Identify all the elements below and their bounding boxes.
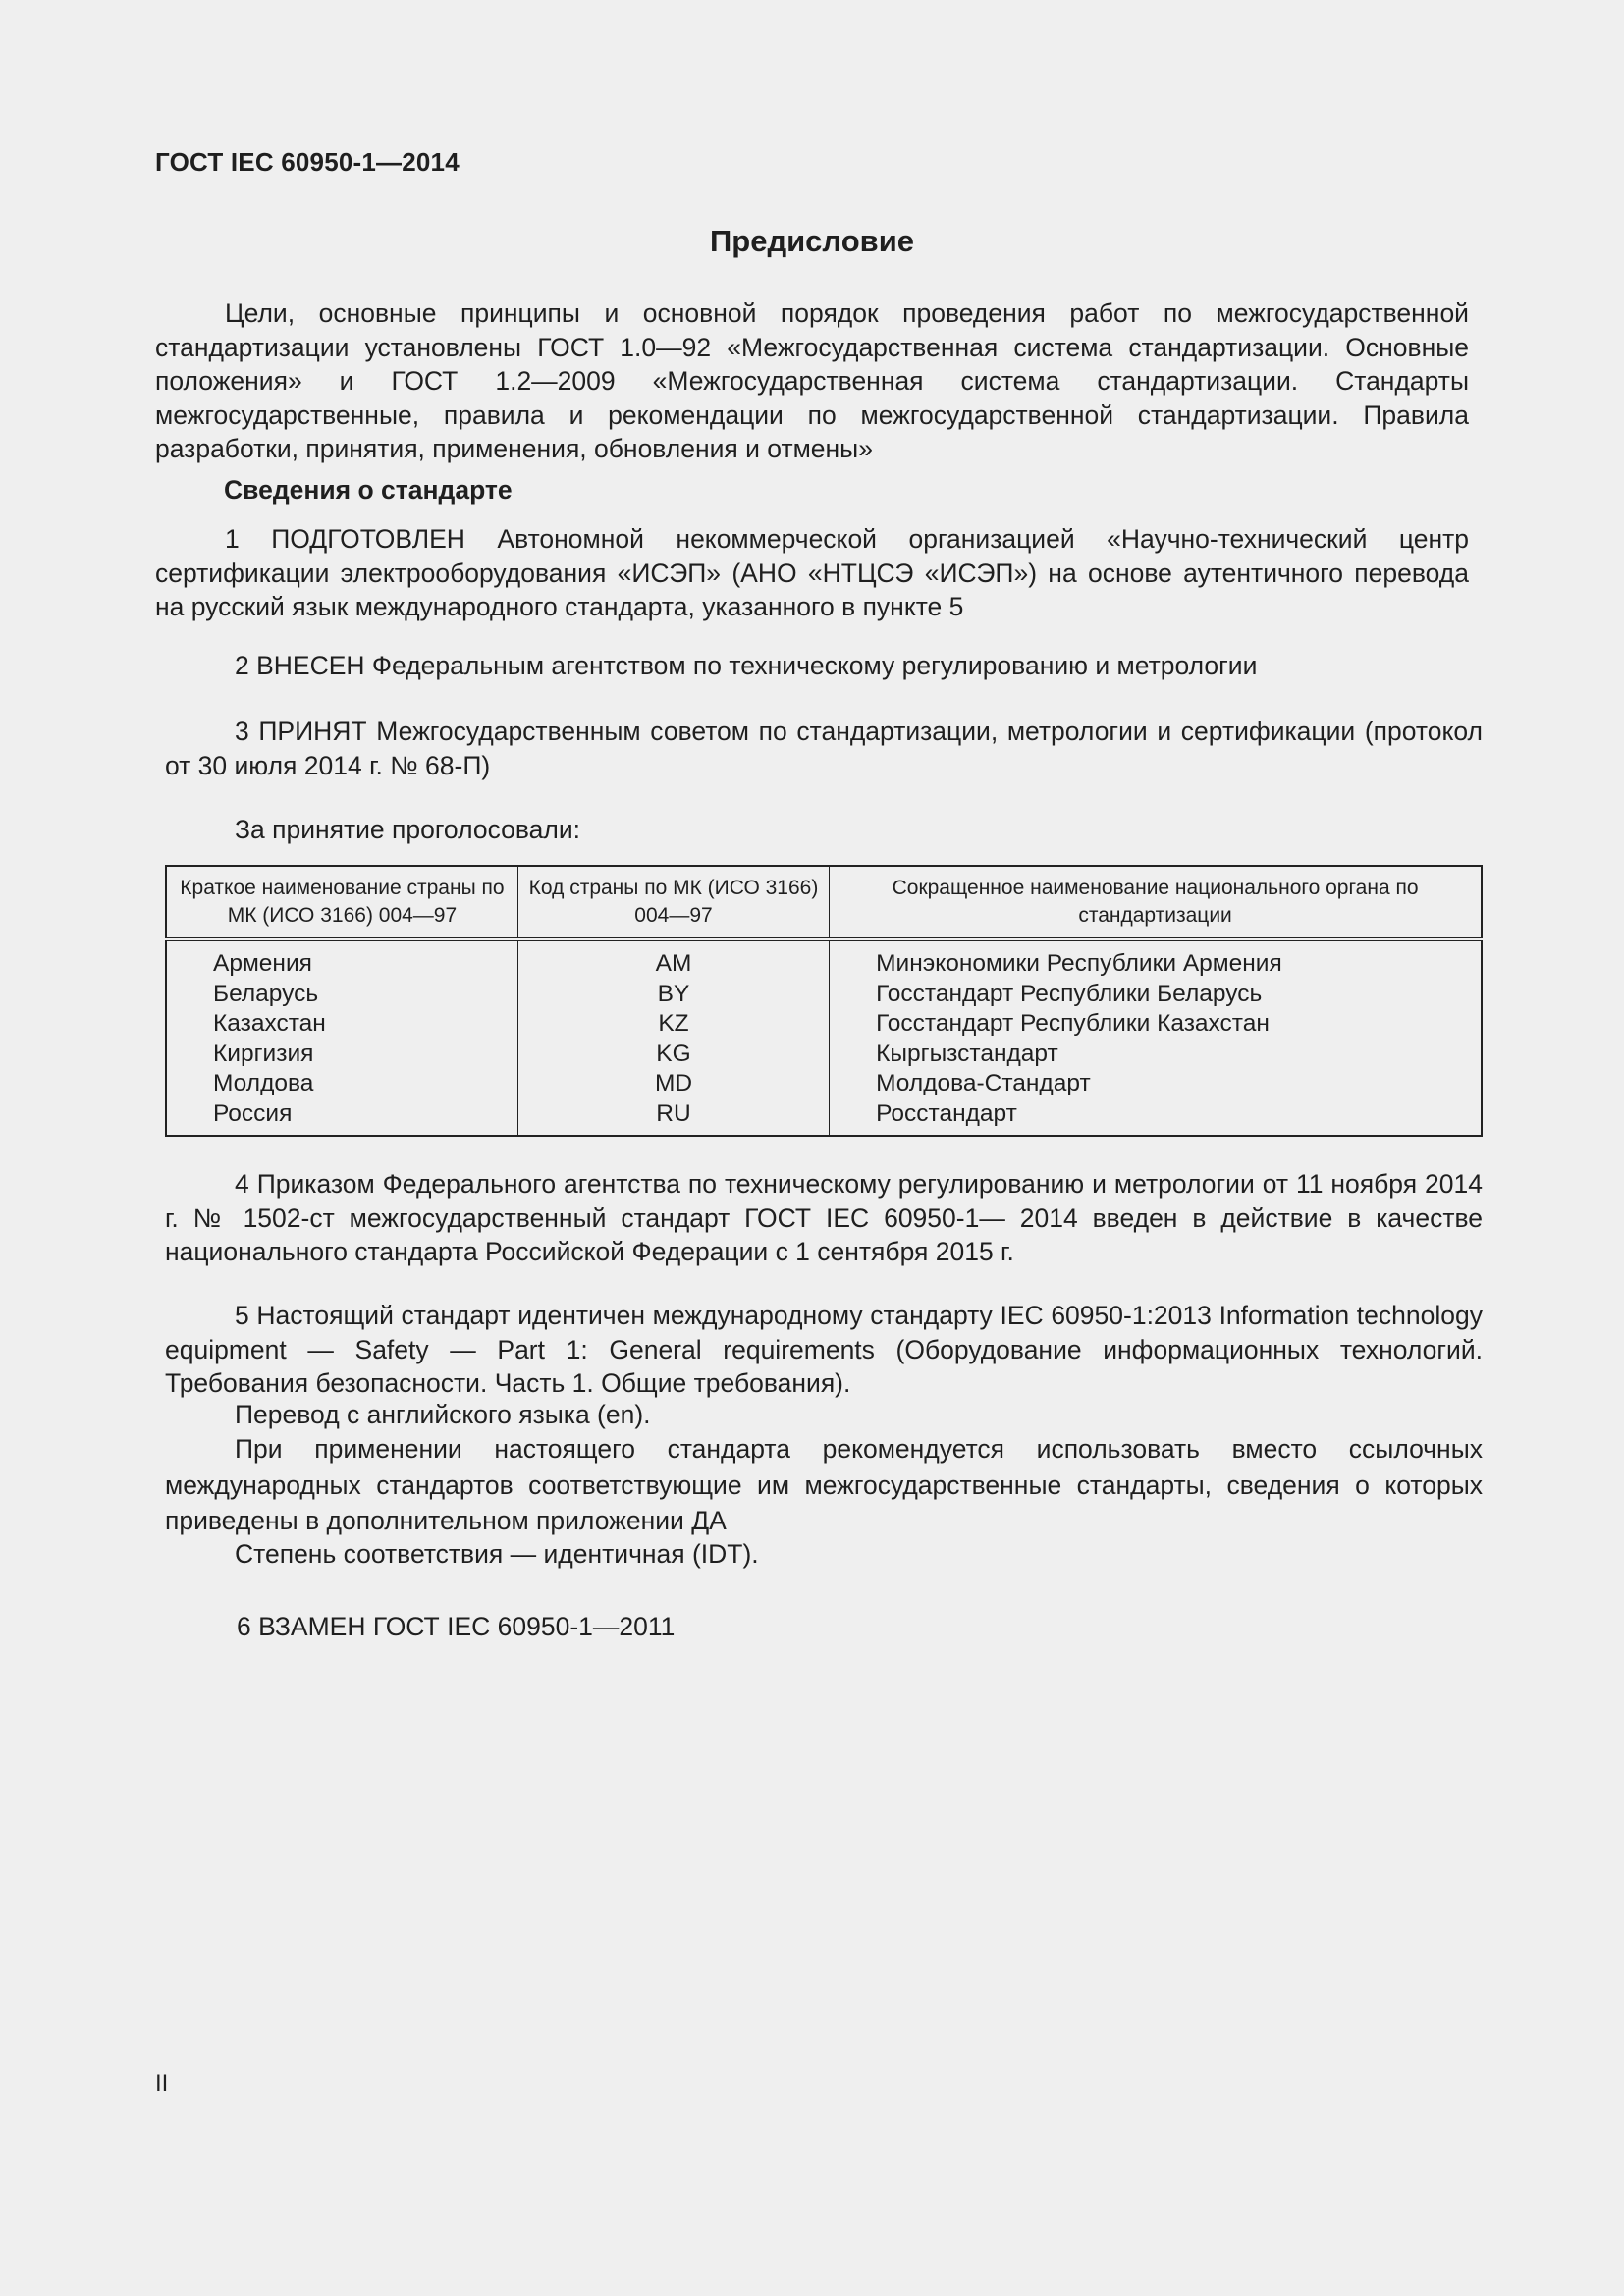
table-cell-code: AM: [655, 950, 692, 977]
table-cell-organization: Росстандарт: [876, 1099, 1017, 1127]
country-column: [166, 939, 517, 1136]
header-organization: Сокращенное наименование национального органа по стандартизации: [830, 866, 1482, 939]
code-column: [517, 939, 829, 1136]
organization-column: [830, 939, 1482, 1136]
header-code: Код страны по МК (ИСО 3166) 004—97: [517, 866, 829, 939]
usage-paragraph: При применении настоящего стандарта рекомендуется использовать вместо ссылочных международных стандартов соответствующие им межгосударственные стандарты, сведения о которых приведены в дополнительном приложении ДА: [165, 1434, 1483, 1535]
table-header-row: [166, 866, 1482, 939]
page-title: Предисловие: [709, 224, 914, 258]
table-cell-code: MD: [654, 1070, 693, 1096]
table-cell-code: BY: [657, 980, 690, 1007]
item-4-paragraph: 4 Приказом Федерального агентства по техническому регулированию и метрологии от 11 ноября 2014 г. № 1502-ст межгосударственный стандарт ГОСТ IEC 60950-1— 2014 введен в действие в качестве национального стандарта Российской Федерации с 1 сентября 2015 г.: [165, 1169, 1483, 1266]
table-cell-country: Казахстан: [213, 1010, 326, 1037]
page-number: II: [155, 2070, 169, 2097]
table-cell-organization: Минэкономики Республики Армения: [876, 950, 1282, 977]
voting-table: [165, 865, 1483, 1137]
item-6-paragraph: 6 ВЗАМЕН ГОСТ IEC 60950-1—2011: [237, 1612, 676, 1641]
item-1-paragraph: 1 ПОДГОТОВЛЕН Автономной некоммерческой организацией «Научно-технический центр сертификации электрооборудования «ИСЭП» (АНО «НТЦСЭ «ИСЭП») на основе аутентичного перевода на русский язык международного стандарта, указанного в пункте 5: [155, 524, 1469, 621]
table-cell-organization: Молдова-Стандарт: [876, 1070, 1091, 1096]
table-cell-organization: Госстандарт Республики Беларусь: [876, 980, 1263, 1007]
item-5-paragraph: 5 Настоящий стандарт идентичен международному стандарту IEC 60950-1:2013 Information technology equipment — Safety — Part 1: General requirements (Оборудование информационных технологий. Требования безопасности. Часть 1. Общие требования).: [165, 1301, 1483, 1398]
document-code: ГОСТ IEC 60950-1—2014: [155, 147, 460, 177]
section-heading: Сведения о стандарте: [224, 475, 513, 505]
item-3-paragraph: 3 ПРИНЯТ Межгосударственным советом по стандартизации, метрологии и сертификации (протокол от 30 июля 2014 г. № 68-П): [165, 717, 1483, 780]
translation-note: Перевод с английского языка (en).: [235, 1400, 651, 1429]
table-cell-code: KZ: [658, 1010, 689, 1037]
table-cell-organization: Госстандарт Республики Казахстан: [876, 1010, 1270, 1037]
degree-note: Степень соответствия — идентичная (IDT).: [235, 1539, 759, 1569]
table-cell-code: KG: [656, 1040, 691, 1067]
table-cell-country: Армения: [213, 950, 312, 977]
table-cell-code: RU: [656, 1099, 691, 1127]
table-cell-country: Молдова: [213, 1070, 314, 1096]
item-2-paragraph: 2 ВНЕСЕН Федеральным агентством по техническому регулированию и метрологии: [235, 651, 1258, 680]
table-cell-country: Беларусь: [213, 980, 319, 1007]
intro-paragraph: Цели, основные принципы и основной порядок проведения работ по межгосударственной стандартизации установлены ГОСТ 1.0—92 «Межгосударственная система стандартизации. Основные положения» и ГОСТ 1.2—2009 «Межгосударственная система стандартизации. Стандарты межгосударственные, правила и рекомендации по межгосударственной стандартизации. Правила разработки, принятия, применения, обновления и отмены»: [155, 298, 1469, 463]
header-country: Краткое наименование страны по МК (ИСО 3166) 004—97: [166, 866, 517, 939]
voted-label: За принятие проголосовали:: [235, 815, 581, 844]
table-cell-organization: Кыргызстандарт: [876, 1040, 1058, 1067]
table-cell-country: Россия: [213, 1099, 293, 1127]
table-cell-country: Киргизия: [213, 1040, 314, 1067]
table-body-row: [166, 939, 1482, 1136]
